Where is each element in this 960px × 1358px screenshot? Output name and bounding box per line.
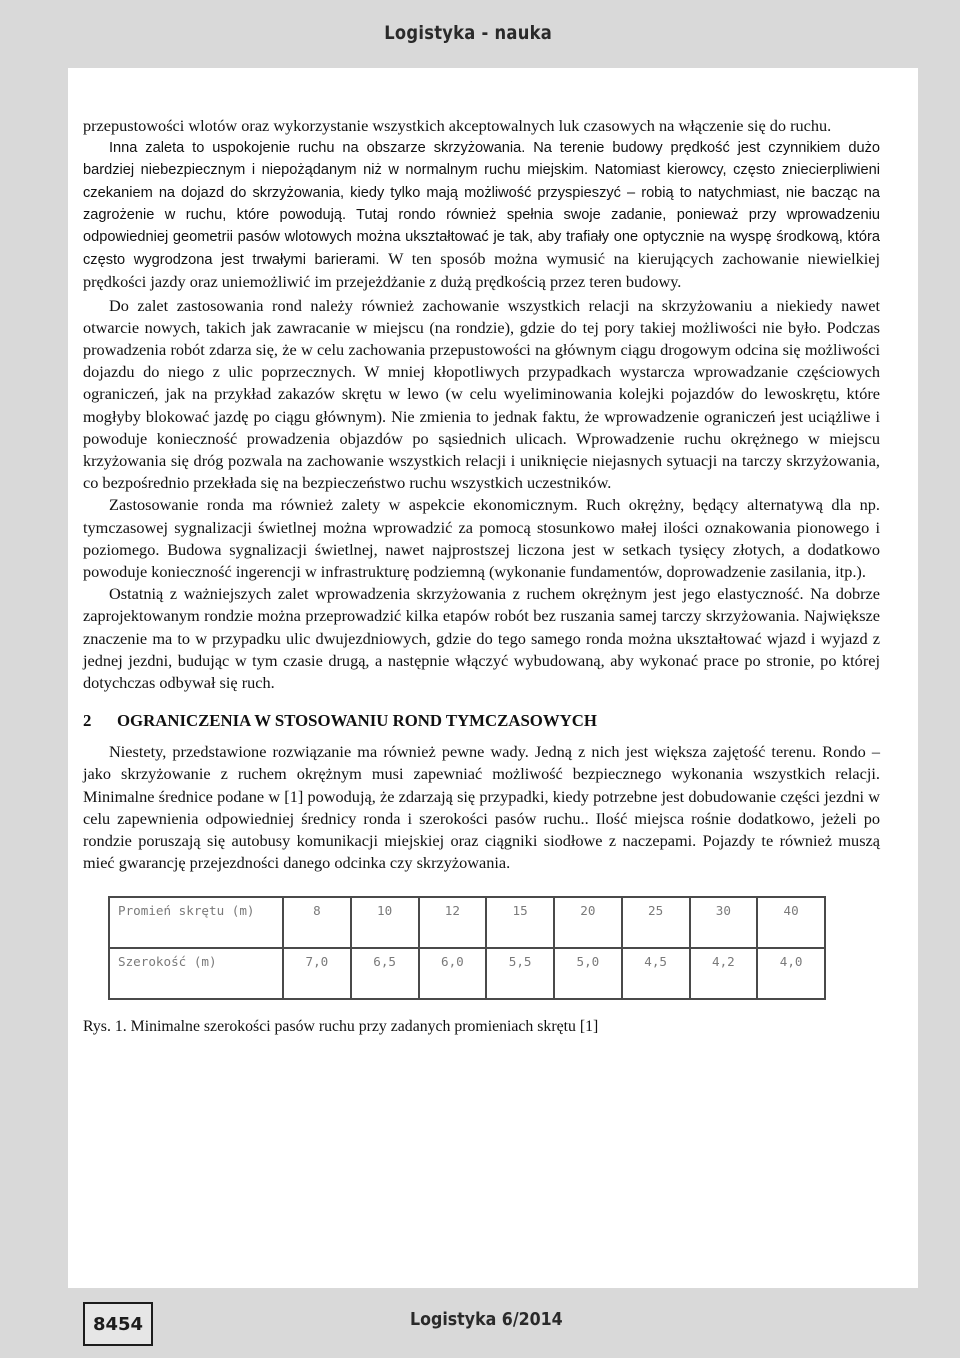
paragraph-traffic-calming-end: W ten sposób można wymusić na kierujących zachowanie niewielkiej prędkości jazdy oraz uniemożliwić im przejeżdżanie z dużą prędkością przez teren budowy. <box>83 249 881 292</box>
figure-caption: Rys. 1. Minimalne szerokości pasów ruchu przy zadanych promieniach skrętu [1] <box>83 1017 599 1035</box>
table-cell: 6,5 <box>351 948 419 999</box>
paragraph-relations: Do zalet zastosowania rond należy również zachowanie wszystkich relacji na skrzyżowaniu a niekiedy nawet otwarcie nowych, takich jak zawracanie w miejscu (na rondzie), gdzie do tej pory takiej możliwości nie było. Podczas prowadzenia robót zdarza się, że w celu zachowania przepustowości na głównym ciągu drogowym odcina się możliwości dojazdu do niego z ulic poprzecznych. W mniej kłopotliwych przypadkach wystarcza wprowadzanie częściowych ograniczeń, jak na przykład zakazów skrętu w lewo (w celu wyeliminowania kolejki pojazdów do lewoskrętu, które mogłyby blokować jazdę po ciągu głównym). Nie zmienia to jednak faktu, że wprowadzenie ograniczeń jest uciążliwe i powoduje konieczność prowadzenia objazdów po sąsiednich ulicach. Wprowadzenie ruchu okrężnego w miejscu krzyżowania się dróg pozwala na zachowanie wszystkich relacji i uniknięcie niejasnych sytuacji na tarczy skrzyżowania, co bezpośrednio przekłada się na bezpieczeństwo ruchu wszystkich uczestników. <box>83 295 880 493</box>
table-cell: 15 <box>486 897 554 948</box>
running-header-title: Logistyka - nauka <box>384 22 552 44</box>
paragraph-continued: przepustowości wlotów oraz wykorzystanie wszystkich akceptowalnych luk czasowych na włączenie się do ruchu. <box>83 116 832 135</box>
table-row-radius <box>109 897 825 948</box>
page-number: 8454 <box>92 1313 144 1335</box>
section-number: 2 <box>83 711 92 731</box>
section-heading <box>83 711 880 731</box>
table-row-width <box>109 948 825 999</box>
radius-width-table <box>108 896 826 1000</box>
table-cell: 10 <box>351 897 419 948</box>
table-cell: 20 <box>554 897 622 948</box>
table-row-label: Promień skrętu (m) <box>109 897 283 948</box>
table-cell: 30 <box>690 897 758 948</box>
table-cell: 6,0 <box>419 948 487 999</box>
table-cell: 5,0 <box>554 948 622 999</box>
paragraph-traffic-calming <box>83 137 880 294</box>
table-cell: 12 <box>419 897 487 948</box>
table-cell: 4,2 <box>690 948 758 999</box>
table-row-label: Szerokość (m) <box>109 948 283 999</box>
paragraph-traffic-calming-text: Inna zaleta to uspokojenie ruchu na obszarze skrzyżowania. Na terenie budowy prędkość jest czynnikiem dużo bardziej niebezpiecznym i niepożądanym niż w normalnym ruchu miejskim. Natomiast kierowcy, często zniecierpliwieni czekaniem na dojazd do skrzyżowania, kiedy tylko mają możliwość przyspieszyć – robią to natychmiast, nie bacząc na zagrożenie w ruchu, które powodują. Tutaj rondo również spełnia swoje zadanie, ponieważ przy wprowadzeniu odpowiedniej geometrii pasów wlotowych można ukształtować je tak, aby trafiały one optycznie na wyspę środkową, która często wygrodzona jest trwałymi barierami. <box>83 140 880 269</box>
page-sheet <box>68 68 918 1288</box>
paragraph-economic: Zastosowanie ronda ma również zalety w aspekcie ekonomicznym. Ruch okrężny, będący alternatywą dla np. tymczasowej sygnalizacji świetlnej można wprowadzić za pomocą stosunkowo małej ilości oznakowania pionowego i poziomego. Budowa sygnalizacji świetlnej, nawet najprostszej liczona jest w setkach tysięcy złotych, a dodatkowo powoduje konieczność ingerencji w infrastrukturę podziemną (wykonanie fundamentów, doprowadzenie zasilania, itp.). <box>83 495 880 582</box>
table-cell: 25 <box>622 897 690 948</box>
table-cell: 4,5 <box>622 948 690 999</box>
table-cell: 40 <box>757 897 825 948</box>
table-cell: 4,0 <box>757 948 825 999</box>
article-body <box>83 115 880 1038</box>
figure-table <box>108 896 826 1000</box>
section-title: OGRANICZENIA W STOSOWANIU ROND TYMCZASOWYCH <box>117 711 597 731</box>
paragraph-flexibility: Ostatnią z ważniejszych zalet wprowadzenia skrzyżowania z ruchem okrężnym jest jego elastyczność. Na dobrze zaprojektowanym rondzie można przeprowadzić kilka etapów robót bez ruszania samej tarczy skrzyżowania. Największe znaczenie ma to w przypadku ulic dwujezdniowych, gdzie do tego samego ronda można ukształtować wjazd i wyjazd z jednej jezdni, budując w tym czasie drugą, a następnie włączyć wybudowaną, aby wykonać prace po stronie, po której dotychczas odbywał się ruch. <box>83 584 880 693</box>
page-number-box <box>83 1302 153 1346</box>
table-cell: 8 <box>283 897 351 948</box>
paragraph-limitations: Niestety, przedstawione rozwiązanie ma również pewne wady. Jedną z nich jest większa zajętość terenu. Rondo – jako skrzyżowanie z ruchem okrężnym musi zapewniać możliwość bezpiecznego wykonania wszystkich relacji. Minimalne średnice podane w [1] powodują, że zdarzają się przypadki, kiedy potrzebne jest dobudowanie części jezdni w celu zapewnienia odpowiedniej średnicy ronda i szerokości pasów ruchu.. Ilość miejsca rośnie dodatkowo, jeżeli po rondzie poruszają się autobusy komunikacji miejskiej oraz ciągniki siodłowe z naczepami. Pojazdy te również muszą mieć gwarancję przejezdności danego odcinka czy skrzyżowania. <box>83 742 880 873</box>
table-cell: 5,5 <box>486 948 554 999</box>
journal-issue: Logistyka 6/2014 <box>410 1309 563 1330</box>
table-cell: 7,0 <box>283 948 351 999</box>
